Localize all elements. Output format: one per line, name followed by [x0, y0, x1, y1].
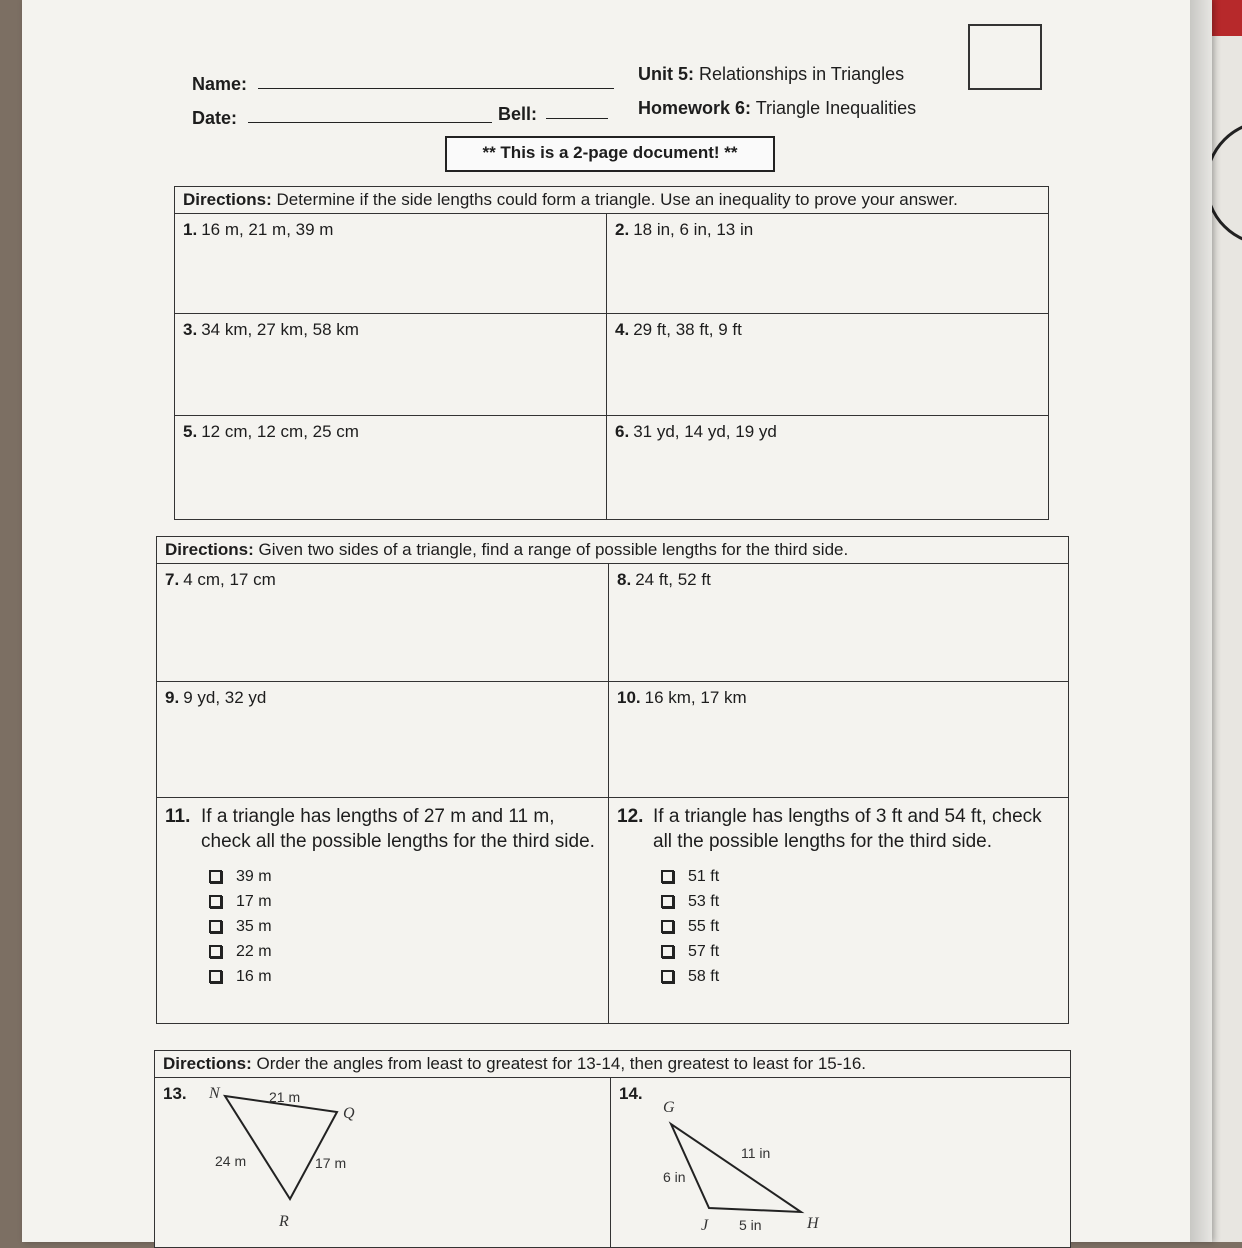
checkbox-icon[interactable] — [661, 945, 674, 958]
vertex-g-label: G — [663, 1099, 675, 1116]
option-checkbox[interactable]: 58 ft — [661, 964, 1060, 989]
question-14: 14. G J H 11 in 6 in 5 in — [611, 1078, 1071, 1248]
checkbox-icon[interactable] — [661, 970, 674, 983]
option-checkbox[interactable]: 55 ft — [661, 914, 1060, 939]
question-12-options — [661, 864, 1060, 989]
checkbox-icon[interactable] — [209, 970, 222, 983]
homework-name: Triangle Inequalities — [755, 98, 917, 118]
section2-table — [156, 536, 1069, 1024]
question-11-options — [209, 864, 600, 989]
directions-label: Directions: — [163, 1054, 252, 1073]
option-checkbox[interactable]: 22 m — [209, 939, 600, 964]
side-jh-length: 5 in — [739, 1217, 762, 1233]
two-page-banner: ** This is a 2-page document! ** — [445, 136, 775, 172]
checkbox-icon[interactable] — [661, 870, 674, 883]
vertex-h-label: H — [807, 1215, 819, 1232]
vertex-q-label: Q — [343, 1105, 355, 1122]
checkbox-icon[interactable] — [209, 920, 222, 933]
option-checkbox[interactable]: 39 m — [209, 864, 600, 889]
question-7[interactable]: 7. 4 cm, 17 cm — [157, 564, 609, 682]
section3-directions — [155, 1051, 1071, 1078]
triangle-nqr-diagram — [195, 1084, 355, 1234]
question-13: 13. N Q R 21 m 24 m 17 m — [155, 1078, 611, 1248]
section1-directions — [175, 187, 1049, 214]
option-checkbox[interactable]: 57 ft — [661, 939, 1060, 964]
side-nq-length: 21 m — [269, 1089, 301, 1105]
paper-fold-shadow — [1190, 0, 1242, 1242]
date-label: Date: — [192, 108, 238, 128]
directions-label: Directions: — [183, 190, 272, 209]
question-1[interactable]: 1. 16 m, 21 m, 39 m — [175, 214, 607, 314]
directions-label: Directions: — [165, 540, 254, 559]
question-5[interactable]: 5. 12 cm, 12 cm, 25 cm — [175, 416, 607, 520]
vertex-j-label: J — [701, 1217, 709, 1234]
bell-field[interactable] — [546, 102, 608, 119]
question-9[interactable]: 9. 9 yd, 32 yd — [157, 682, 609, 798]
checkbox-icon[interactable] — [661, 920, 674, 933]
name-label: Name: — [192, 74, 248, 94]
bell-label: Bell: — [498, 104, 538, 124]
vertex-n-label: N — [209, 1085, 220, 1102]
option-checkbox[interactable]: 53 ft — [661, 889, 1060, 914]
question-12: 12. If a triangle has lengths of 3 ft and 54 ft, check all the possible lengths for the third side. 51 ft 53 ft 55 ft 57 ft 58 ft — [609, 798, 1069, 1024]
side-qr-length: 17 m — [315, 1155, 347, 1171]
directions-text: Given two sides of a triangle, find a range of possible lengths for the third side. — [258, 540, 849, 559]
section2-directions — [157, 537, 1069, 564]
side-nr-length: 24 m — [215, 1153, 247, 1169]
question-10[interactable]: 10. 16 km, 17 km — [609, 682, 1069, 798]
unit-title — [638, 64, 904, 85]
question-4[interactable]: 4. 29 ft, 38 ft, 9 ft — [607, 314, 1049, 416]
section3-table — [154, 1050, 1071, 1248]
vertex-r-label: R — [279, 1213, 289, 1230]
question-6[interactable]: 6. 31 yd, 14 yd, 19 yd — [607, 416, 1049, 520]
worksheet-page — [22, 0, 1212, 1242]
checkbox-icon[interactable] — [661, 895, 674, 908]
section1-table — [174, 186, 1049, 520]
score-box — [968, 24, 1042, 90]
question-8[interactable]: 8. 24 ft, 52 ft — [609, 564, 1069, 682]
checkbox-icon[interactable] — [209, 895, 222, 908]
checkbox-icon[interactable] — [209, 870, 222, 883]
side-gj-length: 6 in — [663, 1169, 686, 1185]
name-field[interactable] — [258, 72, 614, 89]
unit-name: Relationships in Triangles — [699, 64, 905, 84]
option-checkbox[interactable]: 16 m — [209, 964, 600, 989]
directions-text: Order the angles from least to greatest for 13-14, then greatest to least for 15-16. — [256, 1054, 867, 1073]
option-checkbox[interactable]: 17 m — [209, 889, 600, 914]
homework-title — [638, 98, 916, 119]
question-12-text: If a triangle has lengths of 3 ft and 54 ft, check all the possible lengths for the third side. — [653, 806, 1042, 852]
question-11-text: If a triangle has lengths of 27 m and 11 m, check all the possible lengths for the third side. — [201, 806, 595, 852]
option-checkbox[interactable]: 35 m — [209, 914, 600, 939]
question-2[interactable]: 2. 18 in, 6 in, 13 in — [607, 214, 1049, 314]
homework-number: Homework 6: — [638, 98, 752, 118]
directions-text: Determine if the side lengths could form a triangle. Use an inequality to prove your answer. — [276, 190, 958, 209]
unit-number: Unit 5: — [638, 64, 694, 84]
option-checkbox[interactable]: 51 ft — [661, 864, 1060, 889]
question-3[interactable]: 3. 34 km, 27 km, 58 km — [175, 314, 607, 416]
date-field[interactable] — [248, 106, 492, 123]
checkbox-icon[interactable] — [209, 945, 222, 958]
side-gh-length: 11 in — [741, 1145, 771, 1161]
question-11: 11. If a triangle has lengths of 27 m and 11 m, check all the possible lengths for the third side. 39 m 17 m 35 m 22 m 16 m — [157, 798, 609, 1024]
triangle-gjh-diagram — [641, 1088, 841, 1238]
